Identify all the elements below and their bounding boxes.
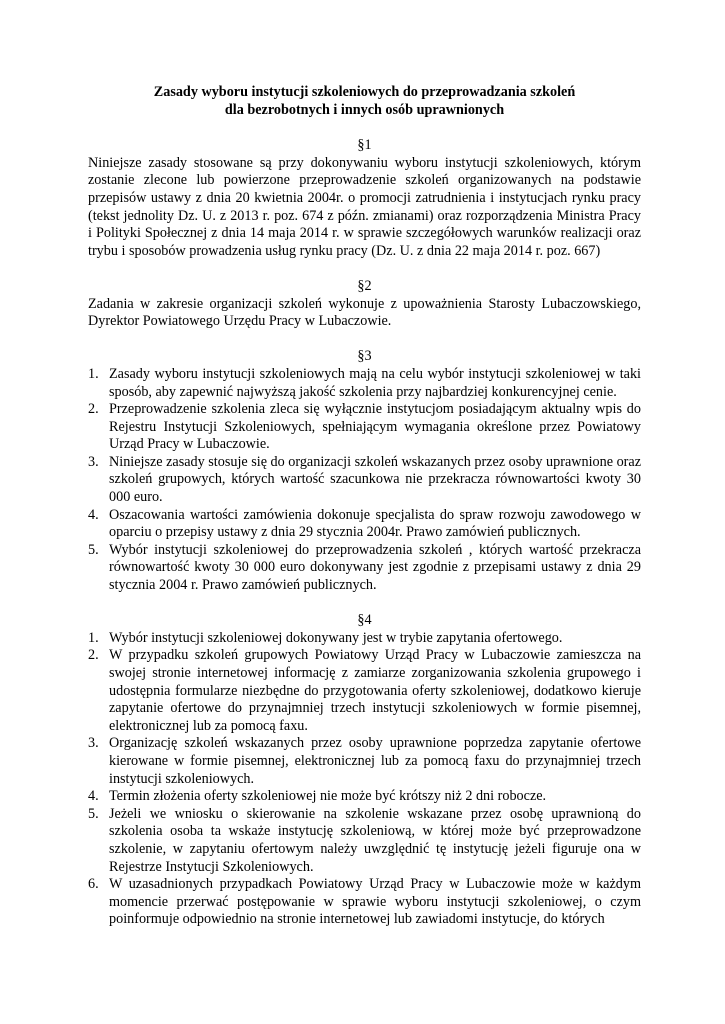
list-item-number: 4. <box>88 788 99 805</box>
document-title <box>88 84 641 119</box>
list-item <box>88 630 641 648</box>
list-item-number: 2. <box>88 647 99 664</box>
section-1-heading: §1 <box>357 137 372 154</box>
list-item <box>88 647 641 735</box>
list-item <box>88 735 641 788</box>
list-item-number: 1. <box>88 629 99 646</box>
section-2-text: Zadania w zakresie organizacji szkoleń wykonuje z upoważnienia Starosty Lubaczowskiego, Dyrektor Powiatowego Urzędu Pracy w Lubaczowie. <box>88 295 641 330</box>
section-1-text: Niniejsze zasady stosowane są przy dokonywaniu wyboru instytucji szkoleniowych, którym zostanie zlecone lub powierzone przeprowadzenie szkoleń organizowanych na podstawie przepisów ustawy z dnia 20 kwietnia 2004r. o promocji zatrudnienia i instytucjach rynku pracy (tekst jednolity Dz. U. z 2013 r. poz. 674 z późn. zmianami) oraz rozporządzenia Ministra Pracy i Polityki Społecznej z dnia 14 maja 2014 r. w sprawie szczegółowych warunków realizacji oraz trybu i sposobów prowadzenia usług rynku pracy (Dz. U. z dnia 22 maja 2014 r. poz. 667) <box>88 154 641 259</box>
title-line-1: Zasady wyboru instytucji szkoleniowych do przeprowadzania szkoleń <box>153 84 576 100</box>
list-item <box>88 788 641 806</box>
list-item-text: W uzasadnionych przypadkach Powiatowy Urząd Pracy w Lubaczowie może w każdym momencie przerwać postępowanie w sprawie wyboru instytucji szkoleniowej, o czym poinformuje odpowiednio na stronie internetowej lub zawiadomi instytucje, do których <box>109 876 641 928</box>
list-item-text: Przeprowadzenie szkolenia zleca się wyłącznie instytucjom posiadającym aktualny wpis do Rejestru Instytucji Szkoleniowych, spełniającym wymagania określone przez Powiatowy Urząd Pracy w Lubaczowie. <box>109 401 641 453</box>
section-4-list <box>88 630 641 929</box>
list-item-text: Wybór instytucji szkoleniowej dokonywany jest w trybie zapytania ofertowego. <box>109 629 563 646</box>
list-item-text: Termin złożenia oferty szkoleniowej nie może być krótszy niż 2 dni robocze. <box>109 788 547 805</box>
list-item <box>88 454 641 507</box>
list-item-text: Organizację szkoleń wskazanych przez osoby uprawnione poprzedza zapytanie ofertowe kierowane w formie pisemnej, elektronicznej lub za pomocą faxu do przynajmniej trzech instytucji szkoleniowych. <box>109 735 641 787</box>
list-item-number: 6. <box>88 876 99 893</box>
list-item-text: Zasady wyboru instytucji szkoleniowych mają na celu wybór instytucji szkoleniowej w taki sposób, aby zapewnić najwyższą jakość szkolenia przy najbardziej konkurencyjnej cenie. <box>109 365 641 400</box>
list-item <box>88 806 641 876</box>
list-item <box>88 876 641 929</box>
list-item-text: Niniejsze zasady stosuje się do organizacji szkoleń wskazanych przez osoby uprawnione oraz szkoleń grupowych, których wartość szacunkowa nie przekracza równowartości kwoty 30 000 euro. <box>109 453 641 506</box>
list-item <box>88 401 641 454</box>
list-item-text: Oszacowania wartości zamówienia dokonuje specjalista do spraw rozwoju zawodowego w oparciu o przepisy ustawy z dnia 29 stycznia 2004r. Prawo zamówień publicznych. <box>109 506 641 541</box>
list-item <box>88 366 641 401</box>
document-body <box>88 84 641 929</box>
list-item <box>88 542 641 595</box>
list-item-number: 4. <box>88 506 99 523</box>
list-item <box>88 507 641 542</box>
section-4-heading: §4 <box>357 612 372 629</box>
list-item-number: 3. <box>88 735 99 752</box>
list-item-text: Wybór instytucji szkoleniowej do przeprowadzenia szkoleń , których wartość przekracza równowartość kwoty 30 000 euro dokonywany jest zgodnie z przepisami ustawy z dnia 29 stycznia 2004 r. Prawo zamówień publicznych. <box>109 541 641 594</box>
list-item-number: 5. <box>88 805 99 822</box>
section-3-heading: §3 <box>357 348 372 365</box>
title-line-2: dla bezrobotnych i innych osób uprawnionych <box>224 101 505 118</box>
list-item-number: 1. <box>88 365 99 382</box>
list-item-number: 5. <box>88 541 99 558</box>
list-item-text: Jeżeli we wniosku o skierowanie na szkolenie wskazane przez osobę uprawnioną do szkolenia osoba ta wskaże instytucję szkoleniową, w której może być przeprowadzone szkolenie, w zapytaniu ofertowym należy uwzględnić tę instytucję jeżeli figuruje ona w Rejestrze Instytucji Szkoleniowych. <box>109 805 641 875</box>
section-3-list <box>88 366 641 595</box>
list-item-number: 2. <box>88 401 99 418</box>
list-item-number: 3. <box>88 453 99 470</box>
list-item-text: W przypadku szkoleń grupowych Powiatowy Urząd Pracy w Lubaczowie zamieszcza na swojej stronie internetowej informację z zamiarze zorganizowania szkolenia grupowego i udostępnia formularze niezbędne do przygotowania oferty szkoleniowej, dodatkowo kieruje zapytanie ofertowe do przynajmniej trzech instytucji szkoleniowych w formie pisemnej, elektronicznej lub za pomocą faxu. <box>109 647 641 734</box>
section-2-heading: §2 <box>357 277 372 294</box>
